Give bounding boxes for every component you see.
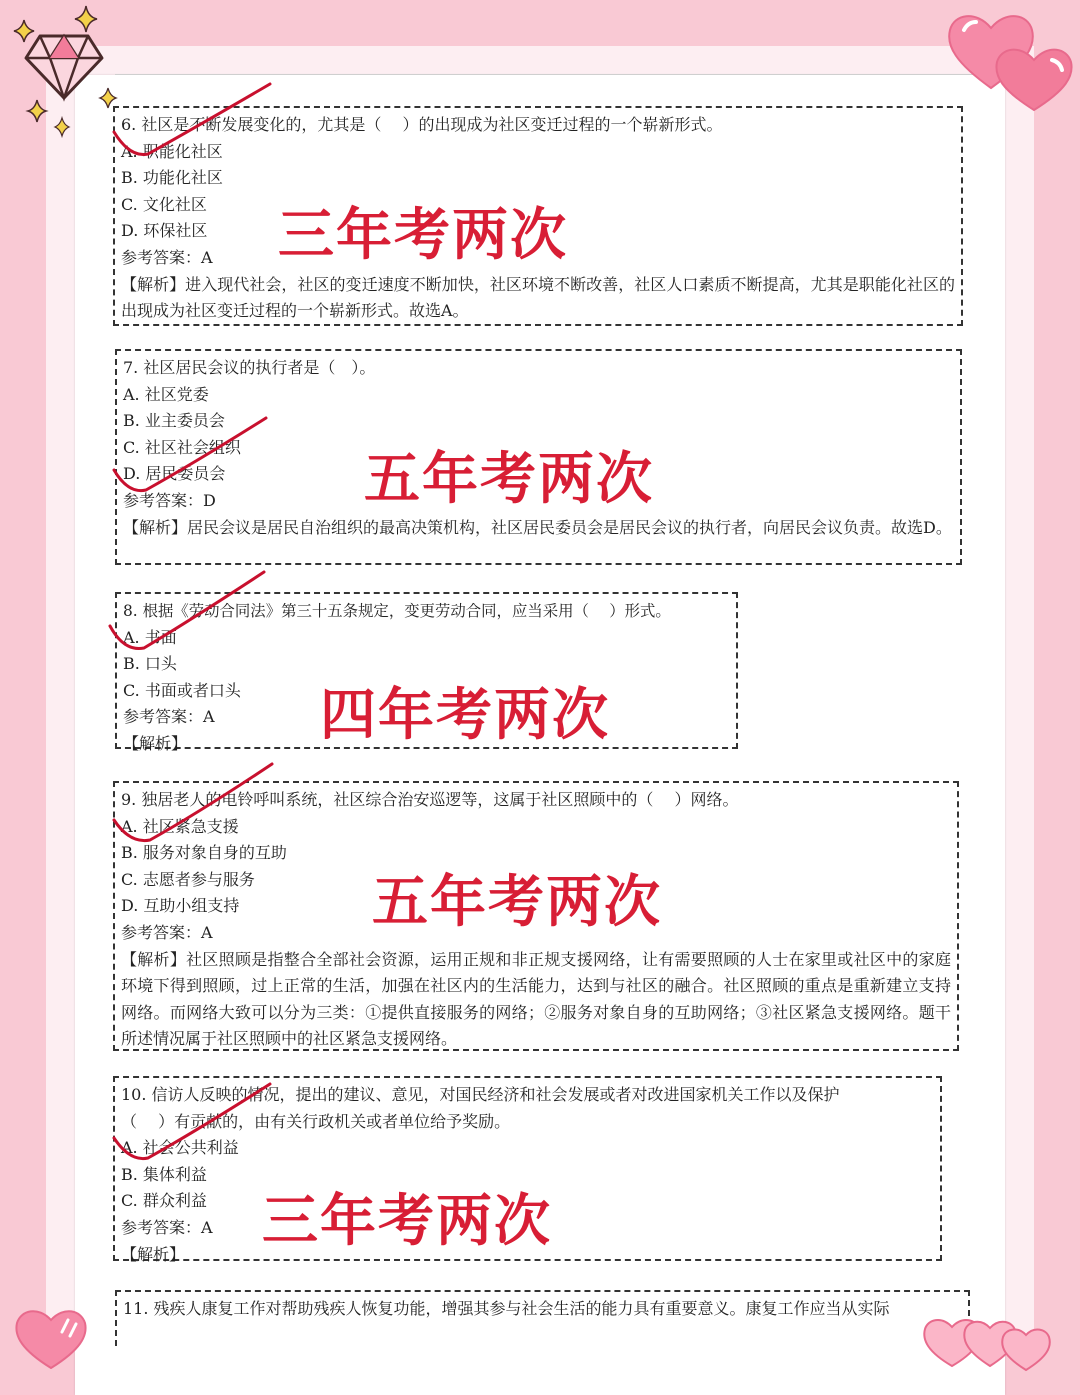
- option-a: A. 书面: [123, 627, 177, 647]
- check-mark-icon: [108, 410, 273, 500]
- frequency-stamp: 三年考两次: [262, 1189, 552, 1254]
- question-stem: 11. 残疾人康复工作对帮助残疾人恢复功能，增强其参与社会生活的能力具有重要意义。康复工作应当从实际: [123, 1299, 890, 1318]
- diamond-icon: [24, 28, 106, 102]
- option-a: A. 社区紧急支援: [121, 816, 239, 836]
- analysis-text: 【解析】进入现代社会，社区的变迁速度不断加快，社区环境不断改善，社区人口素质不断提高，尤其是职能化社区的出现成为社区变迁过程的一个崭新形式。故选A。: [121, 274, 955, 321]
- analysis-text: 【解析】社区照顾是指整合全部社会资源，运用正规和非正规支援网络，让有需要照顾的人士在家里或社区中的家庭环境下得到照顾，过上正常的生活，加强在社区内的生活能力，达到与社区的融合。社区照顾的重点是重新建立支持网络。而网络大致可以分为三类：①提供直接服务的网络；②服务对象自身的互助网络；③社区紧急支援网络。题干所述情况属于社区照顾中的社区紧急支援网络。: [121, 949, 951, 1049]
- frequency-stamp: 四年考两次: [320, 683, 610, 748]
- option-b: B. 集体利益: [121, 1164, 207, 1184]
- reference-answer: 参考答案：D: [123, 490, 216, 510]
- check-mark-icon: [108, 760, 278, 850]
- option-d: D. 居民委员会: [123, 464, 226, 484]
- option-c: C. 志愿者参与服务: [121, 869, 255, 889]
- option-d: D. 环保社区: [121, 221, 208, 241]
- option-c: C. 书面或者口头: [123, 680, 241, 700]
- check-mark-icon: [108, 1080, 278, 1170]
- question-stem-cont: （ ）有贡献的，由有关行政机关或者单位给予奖励。: [121, 1111, 511, 1131]
- sparkle-icon: [75, 6, 97, 32]
- option-a: A. 社会公共利益: [121, 1138, 239, 1158]
- option-c: C. 社区社会组织: [123, 437, 241, 457]
- heart-icon: [14, 1306, 88, 1372]
- sparkle-icon: [28, 100, 46, 122]
- option-b: B. 口头: [123, 654, 177, 674]
- option-c: C. 群众利益: [121, 1191, 207, 1211]
- option-d: D. 互助小组支持: [121, 896, 240, 916]
- frequency-stamp: 五年考两次: [364, 447, 654, 512]
- frequency-stamp: 三年考两次: [278, 203, 568, 268]
- question-stem: 8. 根据《劳动合同法》第三十五条规定，变更劳动合同，应当采用（ ）形式。: [123, 602, 671, 620]
- reference-answer: 参考答案：A: [123, 707, 215, 727]
- option-c: C. 文化社区: [121, 194, 207, 214]
- page-divider: [115, 74, 1003, 75]
- analysis-text: 【解析】居民会议是居民自治组织的最高决策机构，社区居民委员会是居民会议的执行者，向居民会议负责。故选D。: [123, 517, 952, 537]
- sparkle-icon: [100, 88, 116, 108]
- reference-answer: 参考答案：A: [121, 247, 213, 267]
- reference-answer: 参考答案：A: [121, 1217, 213, 1237]
- question-stem: 7. 社区居民会议的执行者是（ ）。: [123, 358, 376, 377]
- frequency-stamp: 五年考两次: [372, 870, 662, 935]
- question-stem: 6. 社区是不断发展变化的，尤其是（ ）的出现成为社区变迁过程的一个崭新形式。: [121, 115, 723, 134]
- option-b: B. 服务对象自身的互助: [121, 843, 287, 863]
- check-mark-icon: [108, 78, 278, 168]
- sparkle-icon: [55, 118, 69, 136]
- option-b: B. 功能化社区: [121, 168, 223, 188]
- analysis-text: 【解析】: [123, 733, 188, 753]
- option-b: B. 业主委员会: [123, 411, 225, 431]
- question-stem: 9. 独居老人的电铃呼叫系统，社区综合治安巡逻等，这属于社区照顾中的（ ）网络。: [121, 790, 739, 809]
- option-a: A. 社区党委: [123, 384, 209, 404]
- check-mark-icon: [104, 568, 269, 658]
- option-a: A. 职能化社区: [121, 141, 223, 161]
- heart-icon: [992, 44, 1076, 114]
- reference-answer: 参考答案：A: [121, 922, 213, 942]
- analysis-text: 【解析】: [121, 1244, 186, 1264]
- question-stem: 10. 信访人反映的情况，提出的建议、意见，对国民经济和社会发展或者对改进国家机关工作以及保护: [121, 1085, 840, 1104]
- question-card-11: [115, 1290, 970, 1346]
- sparkle-icon: [14, 20, 34, 42]
- heart-icon: [1000, 1326, 1052, 1374]
